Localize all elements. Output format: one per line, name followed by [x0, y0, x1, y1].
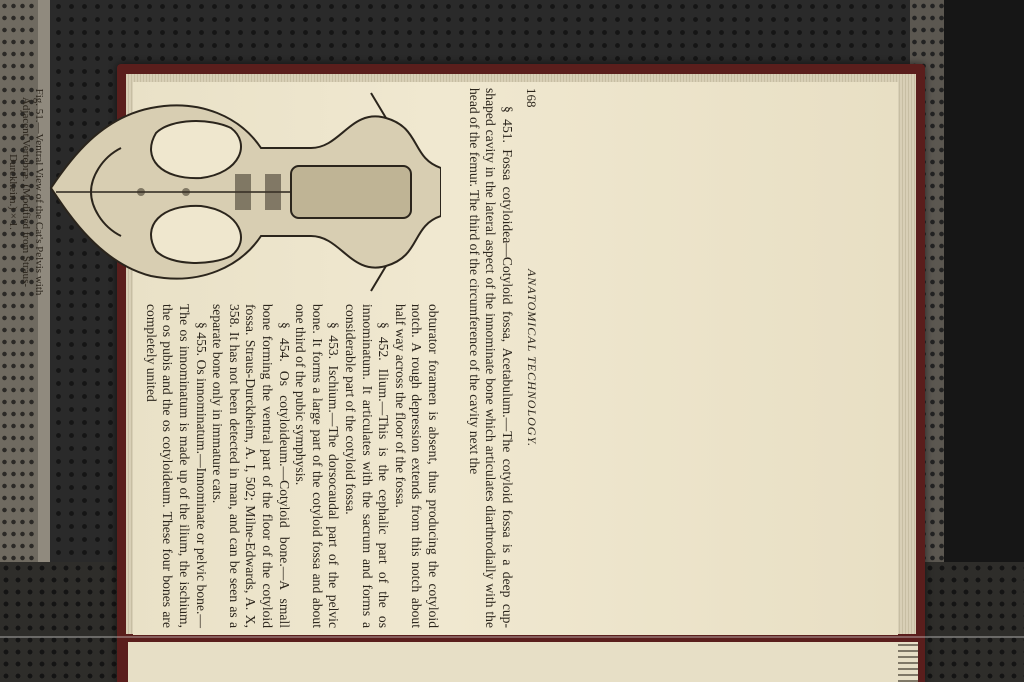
running-head: ANATOMICAL TECHNOLOGY. — [525, 268, 539, 448]
figure-caption: Fig. 51.—Ventral View of the Cat's Pelvis with Adjacent Vertebræ. (Modified from Straus-Durckheim.) × 1. — [7, 88, 45, 296]
mirrored-text-fragment — [898, 642, 918, 682]
pelvis-illustration — [49, 88, 441, 296]
paragraph-455: § 455. Os innominatum.—Innominate or pelvic bone.—The os innominatum is made up of the ilium, the ischium, the os pubis and the os cotyloideum. These four bones are completely united — [143, 304, 209, 628]
paragraph-451: § 451. Fossa cotyloidea—Cotyloid fossa, Acetabulum.—The cotyloid fossa is a deep cup-shaped cavity in the lateral aspect of the innominate bone which articulates diarthrodially with the head of the femur. The third of the circumference of the cavity next the — [466, 88, 515, 628]
glass-reflection-line — [0, 636, 1024, 638]
paragraph-454: § 454. Os cotyloideum.—Cotyloid bone.—A small bone forming the ventral part of the floor of the cotyloid fossa. Straus-Durckheim, A. I, 502; Milne-Edwards, A. X, 358. It has not been detected in man, and can be seen as a separate bone only in immature cats. — [210, 304, 292, 628]
paragraph-451-continued: obturator foramen is absent, thus producing the cotyloid notch. A rough depression extends from this notch about half way across the floor of the fossa. — [392, 304, 441, 628]
pelvis-figure — [49, 88, 441, 296]
page-header — [521, 88, 539, 628]
paragraph-452: § 452. Ilium.—This is the cephalic part of the os innominatum. It articulates with the sacrum and forms a considerable part of the cotyloid fossa. — [343, 304, 392, 628]
page-number: 168 — [524, 88, 539, 108]
page-text-layer — [0, 88, 545, 628]
lower-page-reflection — [128, 642, 918, 682]
right-column — [142, 304, 441, 628]
paragraph-453: § 453. Ischium.—The dorsocaudal part of the pelvic bone. It forms a large part of the cotyloid fossa and about one third of the pubic symphysis. — [293, 304, 342, 628]
